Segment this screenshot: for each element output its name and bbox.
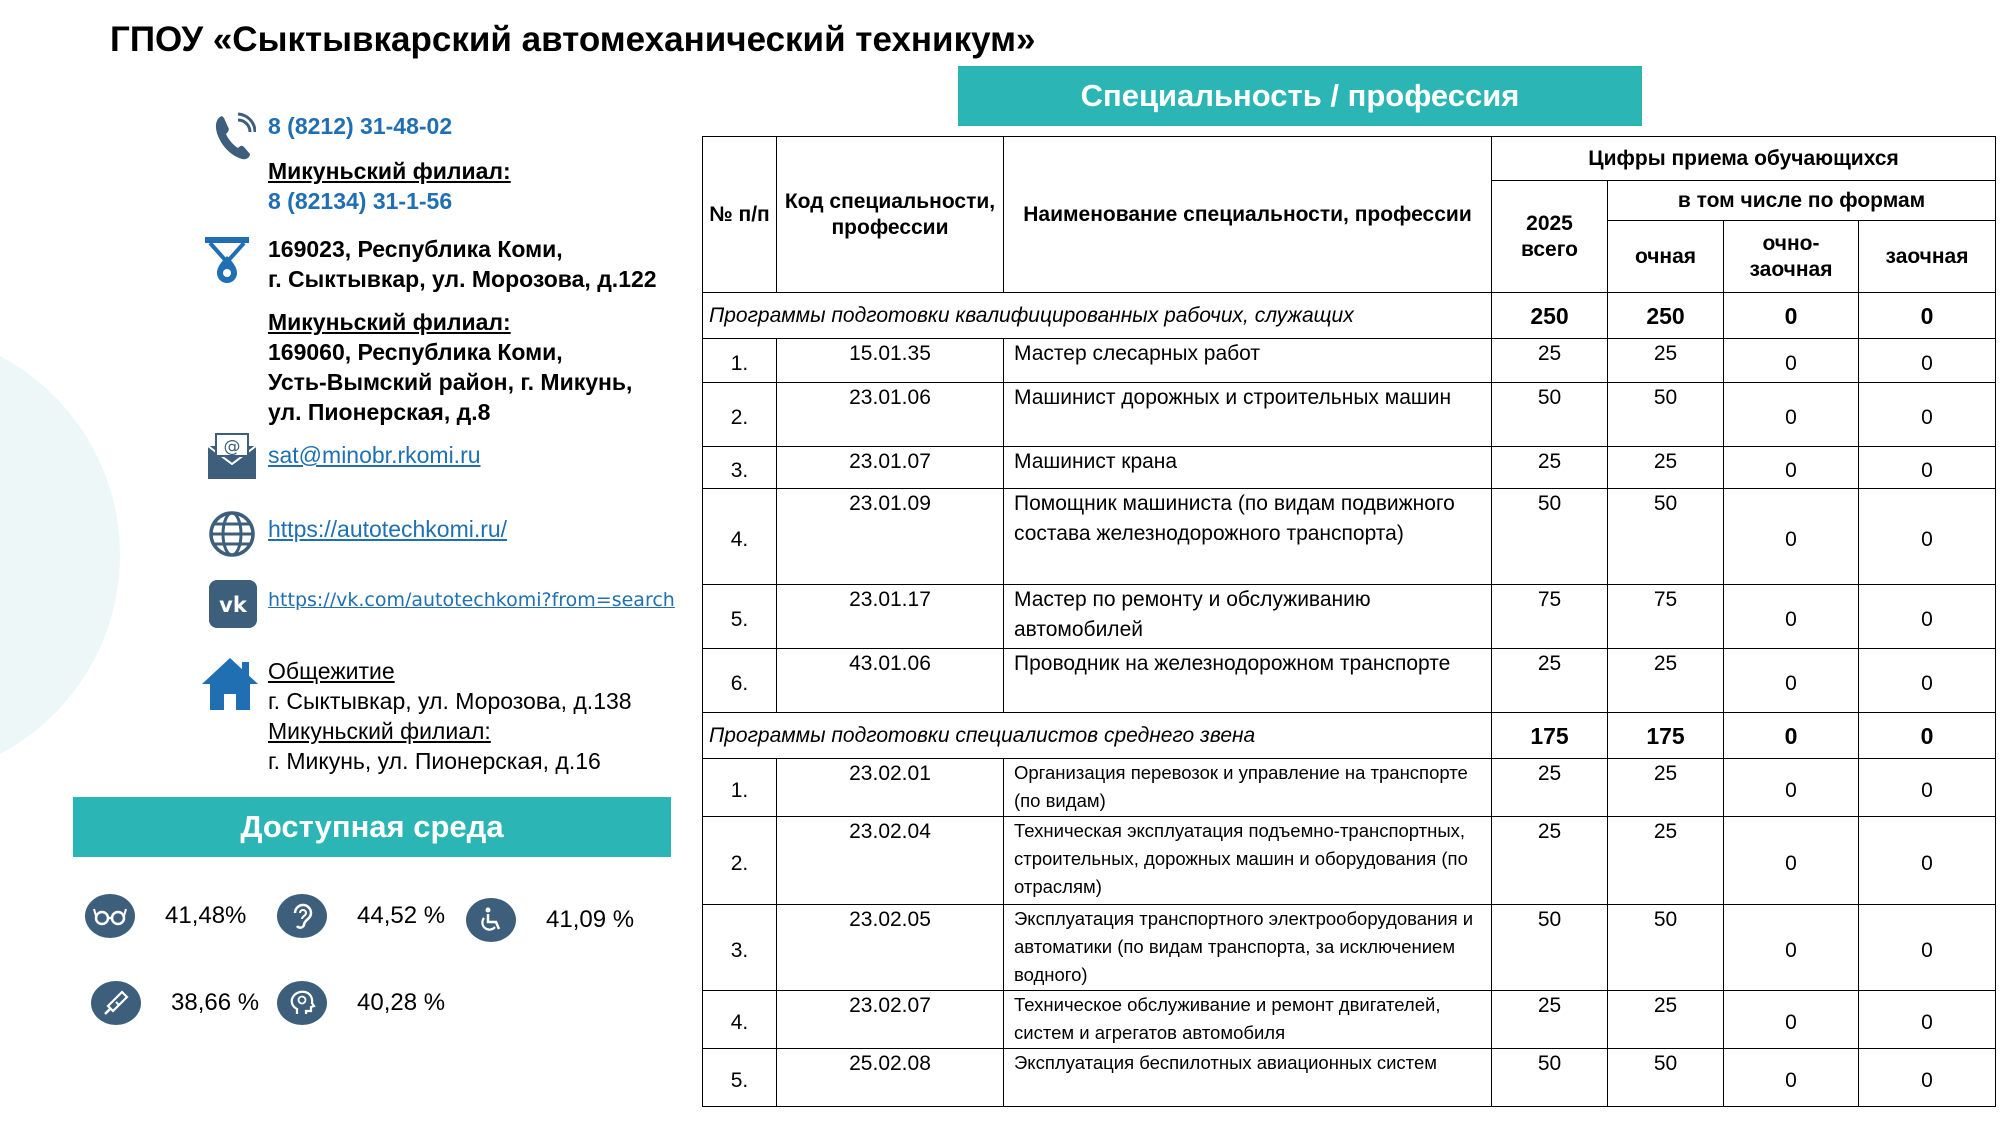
row-fulltime: 50 [1608, 489, 1724, 585]
row-total: 25 [1492, 991, 1608, 1049]
section-row [703, 293, 1996, 339]
accessibility-value: 41,09 % [546, 906, 635, 933]
address-branch-label: Микуньский филиал: [268, 309, 511, 335]
row-extramural: 0 [1859, 339, 1996, 383]
phone-branch-number[interactable]: 8 (82134) 31-1-56 [268, 188, 453, 214]
row-mixed: 0 [1724, 585, 1859, 649]
row-total: 25 [1492, 817, 1608, 905]
row-code: 15.01.35 [777, 339, 1004, 383]
header-name: Наименование специальности, профессии [1004, 137, 1492, 293]
header-num: № п/п [703, 137, 777, 293]
row-extramural: 0 [1859, 991, 1996, 1049]
row-mixed: 0 [1724, 817, 1859, 905]
ear-icon [277, 894, 327, 938]
row-number: 2. [703, 383, 777, 447]
specialty-table [702, 136, 1996, 1107]
section-total: 250 [1492, 293, 1608, 339]
globe-icon [208, 510, 256, 563]
row-fulltime: 25 [1608, 447, 1724, 489]
header-admission: Цифры приема обучающихся [1492, 137, 1996, 181]
row-mixed: 0 [1724, 649, 1859, 713]
header-total: 2025 всего [1492, 181, 1608, 293]
row-fulltime: 25 [1608, 649, 1724, 713]
row-mixed: 0 [1724, 447, 1859, 489]
accessibility-value: 41,48% [165, 902, 247, 929]
dorm-branch-address: г. Микунь, ул. Пионерская, д.16 [268, 748, 601, 774]
address-branch-line-1: 169060, Республика Коми, [268, 339, 563, 365]
row-mixed: 0 [1724, 489, 1859, 585]
row-fulltime: 25 [1608, 759, 1724, 817]
section-total: 250 [1608, 293, 1724, 339]
row-code: 23.01.07 [777, 447, 1004, 489]
row-extramural: 0 [1859, 905, 1996, 991]
specialty-banner: Специальность / профессия [958, 66, 1642, 126]
address-branch-line-2: Усть-Вымский район, г. Микунь, [268, 369, 633, 395]
website-link[interactable]: https://autotechkomi.ru/ [268, 516, 508, 542]
row-name: Организация перевозок и управление на транспорте (по видам) [1004, 759, 1492, 817]
header-extramural: заочная [1859, 221, 1996, 293]
row-extramural: 0 [1859, 585, 1996, 649]
row-total: 50 [1492, 383, 1608, 447]
row-mixed: 0 [1724, 339, 1859, 383]
row-code: 43.01.06 [777, 649, 1004, 713]
row-code: 23.01.17 [777, 585, 1004, 649]
row-extramural: 0 [1859, 649, 1996, 713]
row-number: 5. [703, 1049, 777, 1107]
accessibility-mobility [466, 898, 634, 942]
row-name: Эксплуатация транспортного электрооборудования и автоматики (по видам транспорта, за исключением водного) [1004, 905, 1492, 991]
row-name: Мастер по ремонту и обслуживанию автомобилей [1004, 585, 1492, 649]
row-code: 23.02.01 [777, 759, 1004, 817]
row-total: 50 [1492, 489, 1608, 585]
row-fulltime: 50 [1608, 1049, 1724, 1107]
section-total: 0 [1859, 293, 1996, 339]
accessibility-vision [85, 894, 246, 938]
table-row [703, 339, 1996, 383]
row-number: 4. [703, 489, 777, 585]
row-extramural: 0 [1859, 817, 1996, 905]
row-total: 50 [1492, 905, 1608, 991]
phone-branch-label: Микуньский филиал: [268, 158, 511, 184]
row-fulltime: 50 [1608, 905, 1724, 991]
row-name: Машинист дорожных и строительных машин [1004, 383, 1492, 447]
row-name: Проводник на железнодорожном транспорте [1004, 649, 1492, 713]
accessibility-musculoskeletal [91, 981, 259, 1025]
row-name: Техническая эксплуатация подъемно-транспортных, строительных, дорожных машин и оборудования (по отраслям) [1004, 817, 1492, 905]
svg-text:@: @ [223, 437, 241, 457]
header-mixed: очно-заочная [1724, 221, 1859, 293]
accessibility-mental [277, 981, 445, 1025]
header-fulltime: очная [1608, 221, 1724, 293]
row-number: 1. [703, 339, 777, 383]
table-row [703, 447, 1996, 489]
row-code: 23.02.04 [777, 817, 1004, 905]
vk-icon [209, 580, 257, 633]
accessibility-value: 44,52 % [357, 902, 446, 929]
location-icon [204, 236, 250, 291]
row-total: 25 [1492, 339, 1608, 383]
row-total: 25 [1492, 759, 1608, 817]
accessibility-value: 40,28 % [357, 989, 446, 1016]
row-mixed: 0 [1724, 1049, 1859, 1107]
crutch-icon [91, 981, 141, 1025]
row-total: 25 [1492, 649, 1608, 713]
header-by-forms: в том числе по формам [1608, 181, 1996, 221]
row-fulltime: 25 [1608, 339, 1724, 383]
row-extramural: 0 [1859, 1049, 1996, 1107]
address-branch-line-3: ул. Пионерская, д.8 [268, 399, 491, 425]
header-code: Код специальности, профессии [777, 137, 1004, 293]
svg-text:vk: vk [219, 593, 247, 617]
vk-link[interactable]: https://vk.com/autotechkomi?from=search [268, 589, 675, 611]
row-fulltime: 75 [1608, 585, 1724, 649]
table-row [703, 649, 1996, 713]
decorative-circle [0, 330, 120, 780]
row-name: Техническое обслуживание и ремонт двигателей, систем и агрегатов автомобиля [1004, 991, 1492, 1049]
table-row [703, 991, 1996, 1049]
row-total: 25 [1492, 447, 1608, 489]
table-row [703, 905, 1996, 991]
address-line-2: г. Сыктывкар, ул. Морозова, д.122 [268, 266, 657, 292]
section-total: 175 [1492, 713, 1608, 759]
row-name: Мастер слесарных работ [1004, 339, 1492, 383]
row-name: Помощник машиниста (по видам подвижного состава железнодорожного транспорта) [1004, 489, 1492, 585]
row-fulltime: 50 [1608, 383, 1724, 447]
table-row [703, 759, 1996, 817]
row-fulltime: 25 [1608, 991, 1724, 1049]
row-number: 2. [703, 817, 777, 905]
glasses-icon [85, 894, 135, 938]
phone-icon [212, 112, 256, 167]
row-extramural: 0 [1859, 759, 1996, 817]
house-icon [200, 656, 260, 717]
wheelchair-icon [466, 898, 516, 942]
dorm-branch-label: Микуньский филиал: [268, 718, 491, 744]
row-extramural: 0 [1859, 383, 1996, 447]
row-fulltime: 25 [1608, 817, 1724, 905]
row-code: 23.02.07 [777, 991, 1004, 1049]
accessibility-value: 38,66 % [171, 989, 260, 1016]
phone-number[interactable]: 8 (8212) 31-48-02 [268, 113, 453, 139]
row-code: 25.02.08 [777, 1049, 1004, 1107]
row-mixed: 0 [1724, 759, 1859, 817]
dorm-address: г. Сыктывкар, ул. Морозова, д.138 [268, 688, 632, 714]
row-name: Эксплуатация беспилотных авиационных систем [1004, 1049, 1492, 1107]
row-number: 5. [703, 585, 777, 649]
table-row [703, 585, 1996, 649]
section-total: 0 [1724, 293, 1859, 339]
row-code: 23.01.06 [777, 383, 1004, 447]
section-title: Программы подготовки специалистов среднего звена [703, 713, 1492, 759]
row-code: 23.02.05 [777, 905, 1004, 991]
row-number: 1. [703, 759, 777, 817]
table-row [703, 817, 1996, 905]
section-total: 0 [1724, 713, 1859, 759]
section-title: Программы подготовки квалифицированных рабочих, служащих [703, 293, 1492, 339]
row-extramural: 0 [1859, 447, 1996, 489]
accessible-environment-banner: Доступная среда [73, 797, 671, 857]
row-number: 3. [703, 905, 777, 991]
email-link[interactable]: sat@minobr.rkomi.ru [268, 442, 481, 468]
page-title: ГПОУ «Сыктывкарский автомеханический техникум» [110, 20, 1036, 59]
row-mixed: 0 [1724, 991, 1859, 1049]
row-number: 3. [703, 447, 777, 489]
row-name: Машинист крана [1004, 447, 1492, 489]
head-icon [277, 981, 327, 1025]
row-number: 4. [703, 991, 777, 1049]
address-line-1: 169023, Республика Коми, [268, 236, 563, 262]
table-row [703, 1049, 1996, 1107]
email-icon [207, 432, 257, 485]
table-row [703, 383, 1996, 447]
row-extramural: 0 [1859, 489, 1996, 585]
accessibility-hearing [277, 894, 445, 938]
dorm-label: Общежитие [268, 658, 395, 684]
section-total: 175 [1608, 713, 1724, 759]
row-mixed: 0 [1724, 383, 1859, 447]
section-row [703, 713, 1996, 759]
row-total: 75 [1492, 585, 1608, 649]
row-code: 23.01.09 [777, 489, 1004, 585]
row-number: 6. [703, 649, 777, 713]
row-total: 50 [1492, 1049, 1608, 1107]
table-row [703, 489, 1996, 585]
section-total: 0 [1859, 713, 1996, 759]
row-mixed: 0 [1724, 905, 1859, 991]
